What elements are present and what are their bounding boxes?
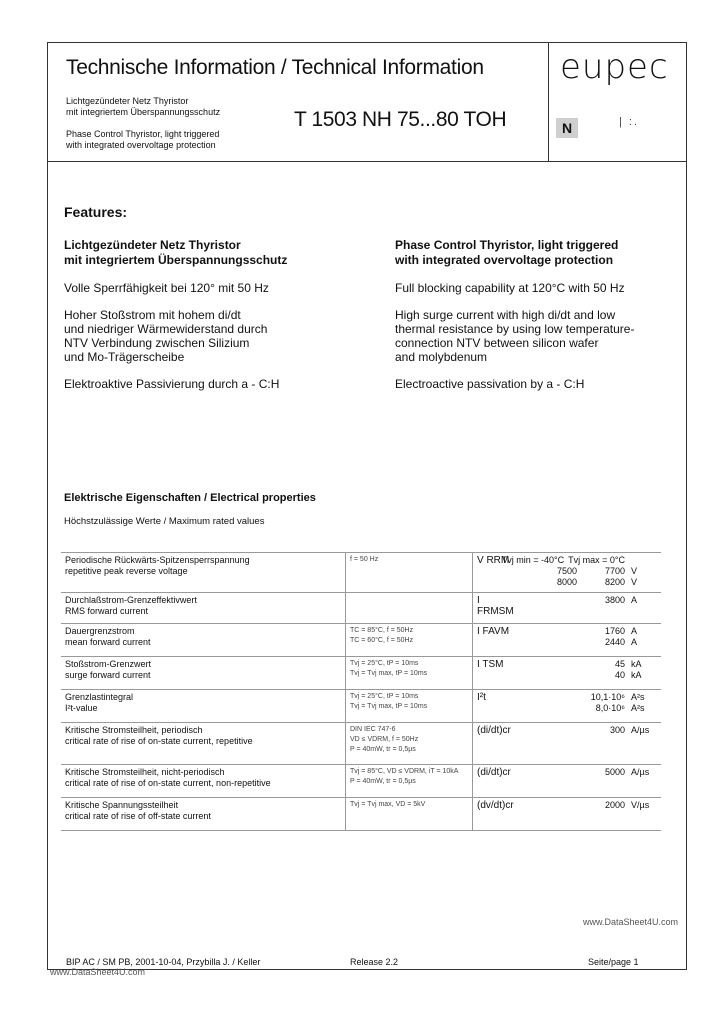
row-cond: Tvj = Tvj max, VD = 5kV <box>350 801 426 808</box>
table-row <box>61 723 661 765</box>
row-symbol: (di/dt)cr <box>477 767 511 778</box>
row-unit: A <box>631 595 638 605</box>
feature-de-p1: Volle Sperrfähigkeit bei 120° mit 50 Hz <box>64 281 269 295</box>
feature-en-p2c: connection NTV between silicon wafer <box>395 336 599 350</box>
desc-en-2: with integrated overvoltage protection <box>66 140 216 150</box>
row-cond: Tvj = Tvj max, tP = 10ms <box>350 670 428 677</box>
row-en: critical rate of rise of on-state current, repetitive <box>65 736 253 746</box>
row-unit: A²s <box>631 692 645 702</box>
row-cond: f = 50 Hz <box>350 556 379 563</box>
row-value: 2000 <box>604 800 625 810</box>
feature-de-h1: Lichtgezündeter Netz Thyristor <box>64 238 241 252</box>
eupec-logo: eupec <box>560 47 669 87</box>
row-value: 5000 <box>604 767 625 777</box>
row-de: Durchlaßstrom-Grenzeffektivwert <box>65 595 197 605</box>
row-de: Kritische Spannungssteilheit <box>65 800 179 810</box>
row-value: 7500 <box>556 566 577 576</box>
temp-min-header: Tvj min = -40°C <box>501 555 565 565</box>
watermark-right: www.DataSheet4U.com <box>583 917 679 927</box>
row-unit: A <box>631 626 638 636</box>
feature-de-p2d: und Mo-Trägerscheibe <box>64 350 185 364</box>
row-value: 1760 <box>604 626 625 636</box>
electrical-subheading: Höchstzulässige Werte / Maximum rated values <box>64 516 265 527</box>
row-symbol: V RRM <box>477 555 510 566</box>
feature-en-h1: Phase Control Thyristor, light triggered <box>395 238 619 252</box>
row-value: 10,1·10⁶ <box>590 692 625 702</box>
feature-en-p2a: High surge current with high di/dt and low <box>395 308 616 322</box>
feature-de-p2c: NTV Verbindung zwischen Silizium <box>64 336 250 350</box>
row-symbol: I²t <box>477 692 486 703</box>
row-de: Stoßstrom-Grenzwert <box>65 659 152 669</box>
table-row <box>61 765 661 798</box>
row-cond: Tvj = 25°C, tP = 10ms <box>350 660 419 667</box>
row-de: Kritische Stromsteilheit, periodisch <box>65 725 203 735</box>
row-unit: V/µs <box>631 800 650 810</box>
row-symbol: I FAVM <box>477 626 510 637</box>
row-cond: P = 40mW, tr = 0,5µs <box>350 746 416 753</box>
feature-en-p1: Full blocking capability at 120°C with 50 Hz <box>395 281 625 295</box>
desc-de-1: Lichtgezündeter Netz Thyristor <box>66 96 189 106</box>
row-unit: V <box>631 577 638 587</box>
row-cond: P = 40mW, tr = 0,5µs <box>350 778 416 785</box>
row-value: 300 <box>609 725 625 735</box>
table-row <box>61 624 661 657</box>
row-unit: A <box>631 637 638 647</box>
footer-left: BIP AC / SM PB, 2001-10-04, Przybilla J. / Keller <box>66 957 261 967</box>
row-value: 8,0·10⁶ <box>595 703 625 713</box>
feature-en-h2: with integrated overvoltage protection <box>395 253 614 267</box>
table-row <box>61 553 661 593</box>
row-cond: Tvj = Tvj max, tP = 10ms <box>350 703 428 710</box>
temp-max-header: Tvj max = 0°C <box>568 555 625 565</box>
row-de: Kritische Stromsteilheit, nicht-periodisch <box>65 767 225 777</box>
row-value: 7700 <box>604 566 625 576</box>
feature-en-p3: Electroactive passivation by a - C:H <box>395 377 585 391</box>
row-de: Periodische Rückwärts-Spitzensperrspannung <box>65 555 250 565</box>
row-de: Dauergrenzstrom <box>65 626 135 636</box>
row-symbol: (dv/dt)cr <box>477 800 514 811</box>
row-en: repetitive peak reverse voltage <box>65 566 188 576</box>
row-unit: A/µs <box>631 767 650 777</box>
table-row <box>61 657 661 690</box>
row-unit: V <box>631 566 638 576</box>
feature-en-p2b: thermal resistance by using low temperature- <box>395 322 635 336</box>
row-value: 8200 <box>604 577 625 587</box>
row-value: 3800 <box>604 595 625 605</box>
row-unit: kA <box>631 659 642 669</box>
row-value: 8000 <box>556 577 577 587</box>
footer-release: Release 2.2 <box>350 957 399 967</box>
row-cond: DIN IEC 747-6 <box>350 726 396 733</box>
row-en: critical rate of rise of off-state current <box>65 811 211 821</box>
n-badge: N <box>556 118 578 138</box>
row-value: 2440 <box>604 637 625 647</box>
table-row <box>61 798 661 831</box>
feature-de-p3: Elektroaktive Passivierung durch a - C:H <box>64 377 280 391</box>
footer-page: Seite/page 1 <box>588 957 639 967</box>
electrical-heading: Elektrische Eigenschaften / Electrical properties <box>64 492 316 504</box>
row-cond: Tvj = 25°C, tP = 10ms <box>350 693 419 700</box>
table-row <box>61 690 661 723</box>
row-en: mean forward current <box>65 637 151 647</box>
row-unit: A²s <box>631 703 645 713</box>
feature-de-h2: mit integriertem Überspannungsschutz <box>64 253 288 267</box>
row-unit: A/µs <box>631 725 650 735</box>
row-cond: TC = 85°C, f = 50Hz <box>350 627 414 634</box>
table-row <box>61 593 661 624</box>
row-symbol: I TSM <box>477 659 504 670</box>
row-symbol: I FRMSM <box>477 595 514 617</box>
row-unit: kA <box>631 670 642 680</box>
feature-de-p2b: und niedriger Wärmewiderstand durch <box>64 322 268 336</box>
part-number: T 1503 NH 75...80 TOH <box>294 108 507 131</box>
feature-de-p2a: Hoher Stoßstrom mit hohem di/dt <box>64 308 241 322</box>
row-en: critical rate of rise of on-state current, non-repetitive <box>65 778 271 788</box>
features-heading: Features: <box>64 204 128 220</box>
page-title: Technische Information / Technical Information <box>66 56 484 79</box>
row-value: 40 <box>614 670 625 680</box>
watermark-bottom: www.DataSheet4U.com <box>50 967 146 977</box>
symbol-glyph: | :. <box>619 116 640 128</box>
desc-de-2: mit integriertem Überspannungsschutz <box>66 107 221 117</box>
row-cond: TC = 60°C, f = 50Hz <box>350 637 414 644</box>
row-symbol: (di/dt)cr <box>477 725 511 736</box>
row-en: RMS forward current <box>65 606 149 616</box>
desc-en-1: Phase Control Thyristor, light triggered <box>66 129 220 139</box>
feature-en-p2d: and molybdenum <box>395 350 488 364</box>
row-cond: VD ≤ VDRM, f = 50Hz <box>350 736 419 743</box>
row-en: surge forward current <box>65 670 151 680</box>
row-value: 45 <box>614 659 625 669</box>
row-cond: Tvj = 85°C, VD ≤ VDRM, iT = 10kA <box>350 768 459 775</box>
row-en: I²t-value <box>65 703 98 713</box>
ratings-table <box>61 552 661 831</box>
row-de: Grenzlastintegral <box>65 692 134 702</box>
